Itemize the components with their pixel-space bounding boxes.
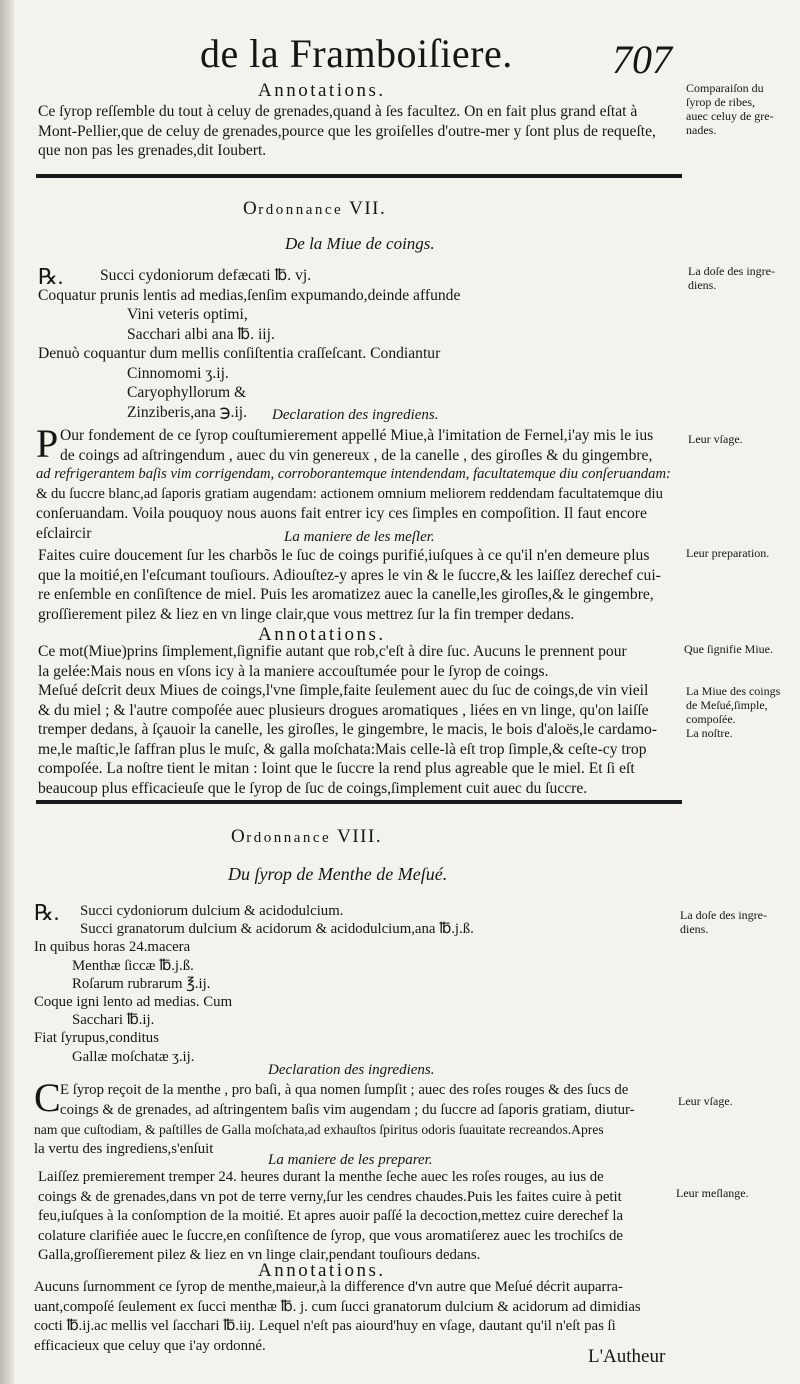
text-line: coings & de grenades,dans vn pot de terre verny,ſur les cendres chaudes.Puis les faites cuire à petit <box>38 1188 622 1205</box>
margin-note-usage: Leur vſage. <box>688 432 743 446</box>
text-line: me,le maſtic,le ſaffran plus le muſc, & galla moſchata:Mais celle-là eſt trop ſimple,& ceſte-cy trop <box>38 740 647 758</box>
ordonnance-viii-recipe <box>0 902 474 1066</box>
page-gutter-shadow <box>0 0 14 1384</box>
text-line: Mont-Pellier,que de celuy de grenades,pource que les groiſelles d'outre-mer y ſont plus de requeſte, <box>38 122 656 140</box>
text-line: que non pas les grenades,dit Ioubert. <box>38 142 267 159</box>
recipe-line: Succi granatorum dulcium & acidorum & acidodulcium,ana ℔.j.ß. <box>80 921 474 938</box>
drop-cap: C <box>34 1075 61 1120</box>
text-line: feu,iuſques à la conſomption de la moitié. Et apres auoir paſſé la decoction,mettez cuire derechef la <box>38 1208 624 1224</box>
catchword: L'Autheur <box>588 1346 666 1367</box>
running-title: de la Framboiſiere. <box>200 31 513 76</box>
text-line: compoſée. La noſtre tient le mitan : Ioint que le ſuccre la rend plus agreable que le miel. Et ſi eſt <box>38 760 635 777</box>
text-line: & du ſuccre blanc,ad ſaporis gratiam augendam: actionem omnium meliorem reddendam facultatemque diu <box>36 485 663 502</box>
text-line: Ce mot(Miue)prins ſimplement,ſignifie autant que rob,c'eſt à dire ſuc. Aucuns le prennent pour <box>38 643 627 660</box>
ordonnance-vii-subtitle: De la Miue de coings. <box>285 234 435 253</box>
manner-text <box>38 546 661 624</box>
manner-text <box>38 1168 623 1266</box>
recipe-line: Sacchari ℔.ij. <box>72 1012 155 1029</box>
recipe-line: Menthæ ſiccæ ℔.j.ß. <box>72 957 194 974</box>
annotations-heading-top: Annotations. <box>258 80 386 101</box>
section-rule <box>36 800 682 804</box>
recipe-line: Succi cydoniorum dulcium & acidodulcium. <box>80 903 344 919</box>
text-line: la gelée:Mais nous en vſons icy à la maniere accouſtumée pour le ſyrop de coings. <box>38 662 549 680</box>
ordonnance-viii-title: Ordonnance VIII. <box>231 826 383 847</box>
margin-note-comparison: Comparaiſon du ſyrop de ribes, auec celuy de gre- nades. <box>686 81 774 137</box>
text-line: de coings ad aſtringendum , auec du vin genereux , de la canelle , des giroſles & du gingembre, <box>60 446 653 464</box>
declaration-heading: Declaration des ingrediens. <box>272 407 439 423</box>
annotation-text <box>34 1278 641 1356</box>
margin-note-dose: La doſe des ingre- diens. <box>688 264 775 292</box>
manner-heading: La maniere de les meſler. <box>284 529 435 545</box>
section-rule <box>36 174 682 178</box>
text-line: beaucoup plus efficacieuſe que le ſyrop de ſuc de coings,ſimplement cuit auec du ſuccre. <box>38 779 588 797</box>
drop-cap: P <box>36 421 59 466</box>
ordonnance-viii-subtitle: Du ſyrop de Menthe de Meſué. <box>228 864 448 884</box>
recipe-line: Vini veteris optimi, <box>127 306 248 323</box>
text-line: que la moitié,en l'eſcumant touſiours. Adiouſtez-y apres le vin & le ſuccre,& les laiſſez derechef cui- <box>38 566 661 584</box>
text-line: Galla,groſſierement pilez & liez en vn linge clair,pendant touſiours dedans. <box>38 1247 481 1263</box>
annotations-heading: Annotations. <box>258 624 386 645</box>
text-line: cocti ℔.ij.ac mellis vel ſacchari ℔.iiȷ. Lequel n'eſt pas aiourd'huy en vſage, dautant qu'il n'eſt pas ſi <box>34 1318 616 1334</box>
text-line: re enſemble en conſiſtence de miel. Puis les aromatizez auec la canelle,les giroſles,& le gingembre, <box>38 586 654 603</box>
recipe-line: In quibus horas 24.macera <box>34 939 191 956</box>
recipe-symbol: ℞. <box>34 900 60 925</box>
recipe-line: Gallæ moſchatæ ʒ.ij. <box>72 1048 195 1065</box>
recipe-line: Fiat ſyrupus,conditus <box>34 1030 159 1047</box>
recipe-line: Cinnomomi ʒ.ij. <box>127 364 229 382</box>
declaration-heading: Declaration des ingrediens. <box>268 1062 435 1078</box>
text-line: Faites cuire doucement ſur les charbõs le ſuc de coings purifié,iuſques à ce qu'il n'en demeure plus <box>38 547 650 564</box>
declaration-text <box>34 1081 635 1159</box>
ordonnance-vii-recipe <box>0 266 460 422</box>
recipe-line: Denuò coquantur dum mellis conſiſtentia craſſeſcant. Condiantur <box>38 345 441 362</box>
text-line: uant,compoſé ſeulement ex ſucci menthæ ℔. j. cum ſucci granatorum dulcium & acidorum ad dimidias <box>34 1298 641 1315</box>
annotations-heading: Annotations. <box>258 1260 386 1281</box>
recipe-line: Coque igni lento ad medias. Cum <box>34 994 233 1011</box>
text-line: tremper dedans, à ſçauoir la canelle, les giroſles, le gingembre, le macis, le bois d'aloës,le cardamo- <box>38 721 657 738</box>
text-line: Ce ſyrop reſſemble du tout à celuy de grenades,quand à ſes facultez. On en fait plus grand eſtat à <box>38 103 638 120</box>
recipe-line: Sacchari albi ana ℔. iij. <box>127 325 275 343</box>
text-line: ad refrigerantem baſis vim corrigendam, corroborantemque intendendam, facultatemque diu conſeruandam: <box>36 466 671 482</box>
ordonnance-vii-title: Ordonnance VII. <box>243 198 387 219</box>
text-line: Laiſſez premierement tremper 24. heures durant la menthe ſeche auec les roſes rouges, au ius de <box>38 1169 604 1185</box>
declaration-text <box>36 421 671 543</box>
recipe-symbol: ℞. <box>38 264 64 289</box>
recipe-line: Succi cydoniorum defæcati ℔. vj. <box>100 267 312 284</box>
text-line: coings & de grenades, ad aſtringentem baſis vim augendam ; du ſuccre ad ſaporis gratiam, diutur- <box>60 1101 635 1118</box>
recipe-line: Caryophyllorum & <box>127 384 247 401</box>
margin-note-preparation: Leur preparation. <box>686 546 770 560</box>
margin-note-miue-coings: La Miue des coings de Meſué,ſimple, compoſée. La noſtre. <box>686 684 781 740</box>
manner-heading: La maniere de les preparer. <box>268 1152 433 1168</box>
text-line: efficacieux que celuy que i'ay ordonné. <box>34 1337 266 1354</box>
text-line: colature clarifiée auec le ſuccre,en conſiſtence de ſyrop, que vous aromatiſerez auec les trochiſcs de <box>38 1227 623 1244</box>
recipe-line: Coquatur prunis lentis ad medias,ſenſim expumando,deinde affunde <box>38 286 461 304</box>
margin-note-miue: Que ſignifie Miue. <box>684 642 773 656</box>
text-line: Meſué deſcrit deux Miues de coings,l'vne ſimple,faite ſeulement auec du ſuc de coings,de vin vieil <box>38 682 649 699</box>
page-number: 707 <box>612 37 672 82</box>
recipe-line: Zinziberis,ana ℈.ij. <box>127 403 248 421</box>
recipe-line: Roſarum rubrarum ℥.ij. <box>72 975 211 992</box>
margin-note-dose: La doſe des ingre- diens. <box>680 908 767 936</box>
margin-note-usage: Leur vſage. <box>678 1094 733 1108</box>
text-line: eſclaircir <box>36 524 92 542</box>
text-line: & du miel ; & l'autre compoſée auec plusieurs drogues aromatiques , liées en vn linge, qu'on laiſſe <box>38 701 649 719</box>
annotation-text <box>38 642 657 798</box>
text-line: la vertu des ingrediens,s'enſuit <box>34 1140 214 1157</box>
text-line: conſeruandam. Voila pouquoy nous auons fait entrer icy ces ſimples en compoſition. Il faut encore <box>36 505 647 522</box>
text-line: nam que cuſtodiam, & paſtilles de Galla moſchata,ad exhauſtos ſpiritus odoris ſuauitate recreandos.Apres <box>34 1122 604 1137</box>
text-line: groſſierement pilez & liez en vn linge clair,que vous mettrez ſur la fin tremper dedans. <box>38 605 575 623</box>
margin-note-mix: Leur meſlange. <box>676 1186 749 1200</box>
top-annotation-text <box>38 102 656 161</box>
text-line: Our fondement de ce ſyrop couſtumierement appellé Miue,à l'imitation de Fernel,i'ay mis le ius <box>60 427 654 444</box>
text-line: E ſyrop reçoit de la menthe , pro baſi, à qua nomen ſumpſit ; auec des roſes rouges & des ſucs de <box>60 1082 629 1098</box>
text-line: Aucuns ſurnomment ce ſyrop de menthe,maieur,à la difference d'vn autre que Meſué décrit auparra- <box>34 1279 623 1295</box>
